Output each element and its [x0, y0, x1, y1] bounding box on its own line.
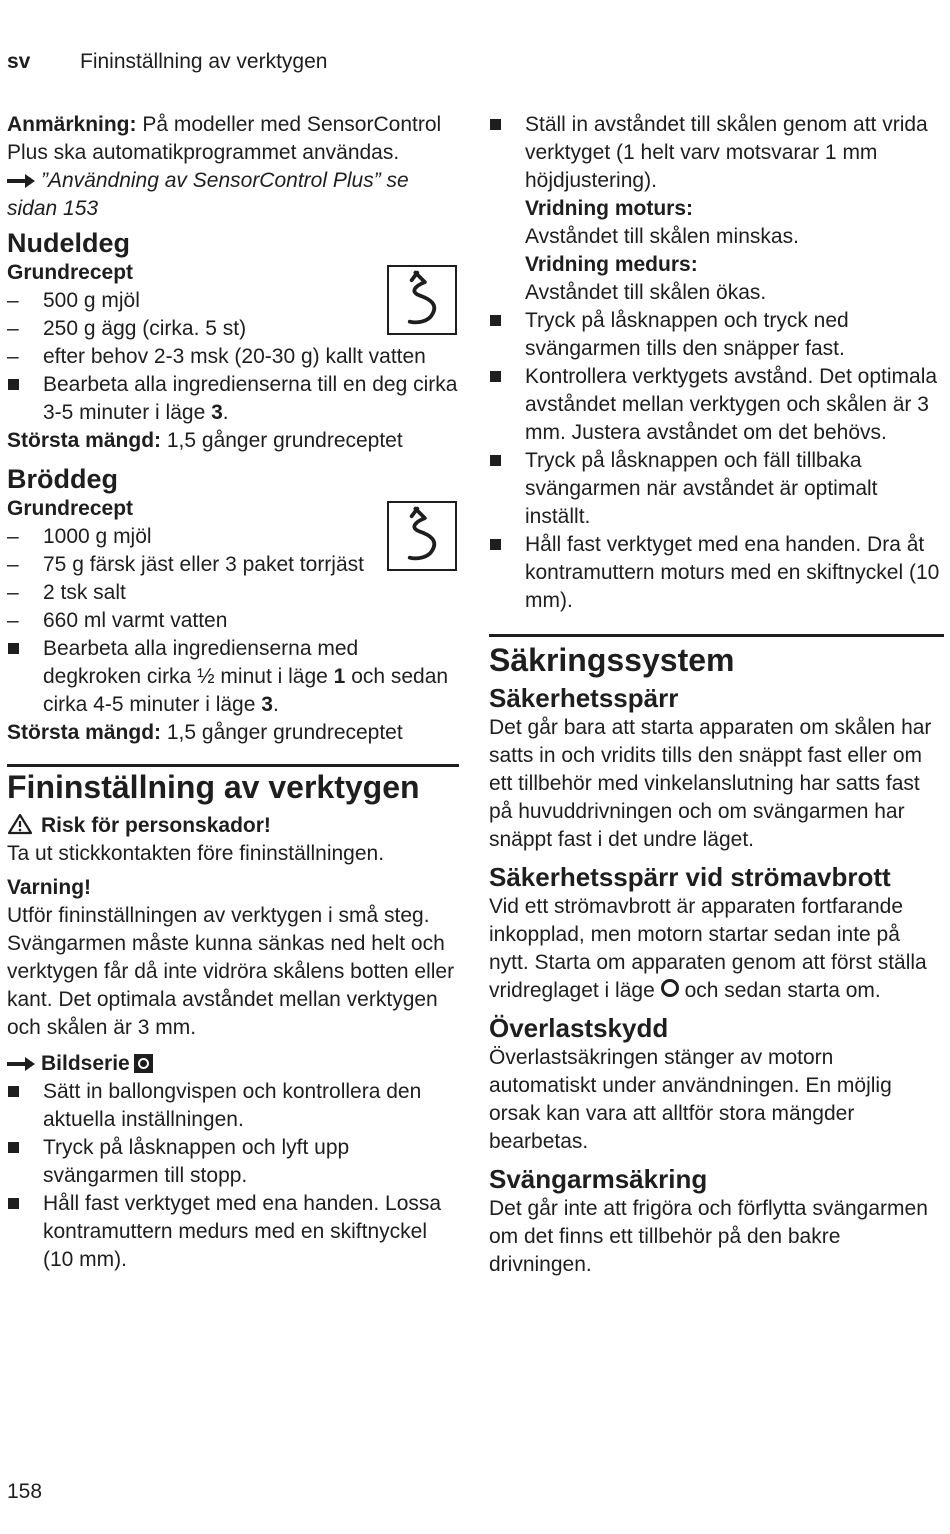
header-title: Fininställning av verktygen	[80, 50, 328, 73]
nudeldeg-heading: Nudeldeg	[7, 228, 131, 258]
list-item	[489, 531, 944, 615]
page-number: 158	[7, 1480, 43, 1503]
note-label: Anmärkning:	[7, 113, 137, 136]
step-text: Tryck på låsknappen och lyft upp svängarmen till stopp.	[43, 1136, 350, 1187]
list-item: – 1000 g mjöl	[7, 525, 152, 548]
varning-label-row	[7, 874, 459, 902]
risk-label: Risk för personskador!	[41, 814, 271, 837]
ingredient: 500 g mjöl	[43, 289, 140, 312]
step-text: Kontrollera verktygets avstånd. Det optimala avståndet mellan verktygen och skålen är 3 mm. Justera avståndet om det behövs.	[525, 365, 938, 444]
left-column	[7, 111, 459, 1274]
fininstallning-heading: Fininställning av verktygen	[7, 769, 420, 805]
max-text: 1,5 gånger grundreceptet	[166, 429, 403, 452]
bullet-square-icon	[490, 371, 501, 382]
step-text: och sedan cirka 4-5 minuter i läge	[43, 665, 449, 716]
svangarmsakring-heading: Svängarmsäkring	[489, 1164, 708, 1194]
sakerhetssparr-heading: Säkerhetsspärr	[489, 683, 679, 713]
list-item: – 75 g färsk jäst eller 3 paket torrjäst	[7, 553, 364, 576]
step-level: 1	[333, 665, 346, 688]
risk-warning	[7, 812, 459, 840]
sakringssystem-heading: Säkringssystem	[489, 642, 735, 678]
ingredient: 250 g ägg (cirka. 5 st)	[43, 317, 247, 340]
medurs-text: Avståndet till skålen ökas.	[525, 281, 767, 304]
list-item	[489, 363, 944, 447]
moturs-label	[525, 195, 944, 223]
language-code: sv	[7, 50, 31, 73]
ingredient: 1000 g mjöl	[43, 525, 152, 548]
sakerhetssparr-text: Det går bara att starta apparaten om skålen har satts in och vridits tills den snäppt fast eller om ett tillbehör med vinkelanslutning har satts fast på huvuddrivningen och om svängarmen har snäppt fast i det undre läget.	[489, 716, 932, 851]
bildserie-ref	[7, 1050, 459, 1078]
step-text: Håll fast verktyget med ena handen. Dra åt kontramuttern moturs med en skiftnyckel (10 mm).	[525, 533, 940, 612]
step-text: Bearbeta alla ingredienserna med degkroken cirka ½ minut i läge	[43, 637, 359, 688]
bullet-square-icon	[8, 379, 19, 390]
list-item	[489, 447, 944, 531]
list-item: – 2 tsk salt	[7, 581, 126, 604]
max-amount	[7, 719, 459, 747]
ingredient: 660 ml varmt vatten	[43, 609, 228, 632]
note	[7, 111, 459, 167]
bullet-square-icon	[8, 643, 19, 654]
note-text: På modeller med SensorControl Plus ska automatikprogrammet användas.	[7, 113, 442, 164]
medurs-label	[525, 251, 944, 279]
arrow-right-icon	[7, 1057, 35, 1071]
note-reference	[7, 167, 459, 223]
bullet-square-icon	[8, 1142, 19, 1153]
max-label: Största mängd:	[7, 429, 162, 452]
step-text: Sätt in ballongvispen och kontrollera den aktuella inställningen.	[43, 1080, 422, 1131]
list-item: – 250 g ägg (cirka. 5 st)	[7, 317, 247, 340]
list-item: – efter behov 2-3 msk (20-30 g) kallt vatten	[7, 345, 426, 368]
note-ref-text: ”Användning av SensorControl Plus” se sidan 153	[7, 169, 409, 220]
list-item	[489, 111, 944, 307]
step-text: Ställ in avståndet till skålen genom att vrida verktyget (1 helt varv motsvarar 1 mm höjdjustering).	[525, 113, 928, 192]
list-item	[489, 307, 944, 363]
ingredient: 75 g färsk jäst eller 3 paket torrjäst	[43, 553, 364, 576]
right-column	[489, 111, 944, 1279]
stromavbrott-heading: Säkerhetsspärr vid strömavbrott	[489, 862, 891, 892]
list-item: – 500 g mjöl	[7, 289, 140, 312]
varning-text: Utför fininställningen av verktygen i små steg. Svängarmen måste kunna sänkas ned helt och verktygen får då inte vidröra skålens botten eller kant. Det optimala avståndet mellan verktygen och skålen är 3 mm.	[7, 904, 455, 1039]
max-amount	[7, 427, 459, 455]
svangarmsakring-text: Det går inte att frigöra och förflytta svängarmen om det finns ett tillbehör på den bakre drivningen.	[489, 1197, 928, 1276]
bullet-square-icon	[490, 119, 501, 130]
max-label: Största mängd:	[7, 721, 162, 744]
off-position-circle-icon	[661, 979, 679, 997]
bullet-square-icon	[8, 1198, 19, 1209]
list-item	[7, 1134, 459, 1190]
stromavbrott-text	[489, 893, 944, 1005]
list-item	[7, 1190, 459, 1274]
nudeldeg-sub: Grundrecept	[7, 261, 134, 284]
warning-triangle-icon	[7, 813, 33, 835]
max-text: 1,5 gånger grundreceptet	[166, 721, 403, 744]
ingredient: 2 tsk salt	[43, 581, 126, 604]
step-level: 3	[261, 693, 273, 716]
moturs-bold: Vridning moturs:	[525, 197, 693, 220]
bullet-square-icon	[490, 455, 501, 466]
arrow-right-icon	[7, 174, 35, 188]
stromavbrott-text-b: och sedan starta om.	[684, 979, 881, 1002]
list-item	[7, 1078, 459, 1134]
image-series-o-icon	[134, 1054, 153, 1073]
broddeg-sub: Grundrecept	[7, 497, 134, 520]
step-level: 3	[211, 401, 223, 424]
list-item: – 660 ml varmt vatten	[7, 609, 228, 632]
section-divider	[489, 634, 944, 637]
risk-text: Ta ut stickkontakten före fininställningen.	[7, 842, 385, 865]
list-item: Bearbeta alla ingredienserna med degkroken cirka ½ minut i läge 1 och sedan cirka 4-5 minuter i läge 3.	[7, 635, 459, 719]
bullet-square-icon	[8, 1086, 19, 1097]
ingredient: efter behov 2-3 msk (20-30 g) kallt vatten	[43, 345, 426, 368]
bildserie-label: Bildserie	[41, 1052, 130, 1075]
stromavbrott-text-a: Vid ett strömavbrott är apparaten fortfarande inkopplad, men motorn startar sedan inte på nytt. Starta om apparaten genom att först ställa vridreglaget i läge	[489, 895, 927, 1002]
overlastskydd-text: Överlastsäkringen stänger av motorn automatiskt under användningen. En möjlig orsak kan vara att alltför stora mängder bearbetas.	[489, 1046, 892, 1153]
medurs-bold: Vridning medurs:	[525, 253, 698, 276]
step-text: Tryck på låsknappen och fäll tillbaka svängarmen när avståndet är optimalt inställt.	[525, 449, 878, 528]
bullet-square-icon	[490, 315, 501, 326]
varning-label: Varning!	[7, 876, 92, 899]
running-header	[7, 50, 327, 74]
list-item: Bearbeta alla ingredienserna till en deg cirka 3-5 minuter i läge 3.	[7, 371, 459, 427]
broddeg-heading: Bröddeg	[7, 464, 118, 494]
step-text: Tryck på låsknappen och tryck ned svängarmen tills den snäpper fast.	[525, 309, 849, 360]
overlastskydd-heading: Överlastskydd	[489, 1013, 669, 1043]
step-text: Bearbeta alla ingredienserna till en deg cirka 3-5 minuter i läge	[43, 373, 458, 424]
moturs-text: Avståndet till skålen minskas.	[525, 225, 799, 248]
step-text: Håll fast verktyget med ena handen. Lossa kontramuttern medurs med en skiftnyckel (10 mm).	[43, 1192, 442, 1271]
section-divider	[7, 764, 459, 767]
bullet-square-icon	[490, 539, 501, 550]
